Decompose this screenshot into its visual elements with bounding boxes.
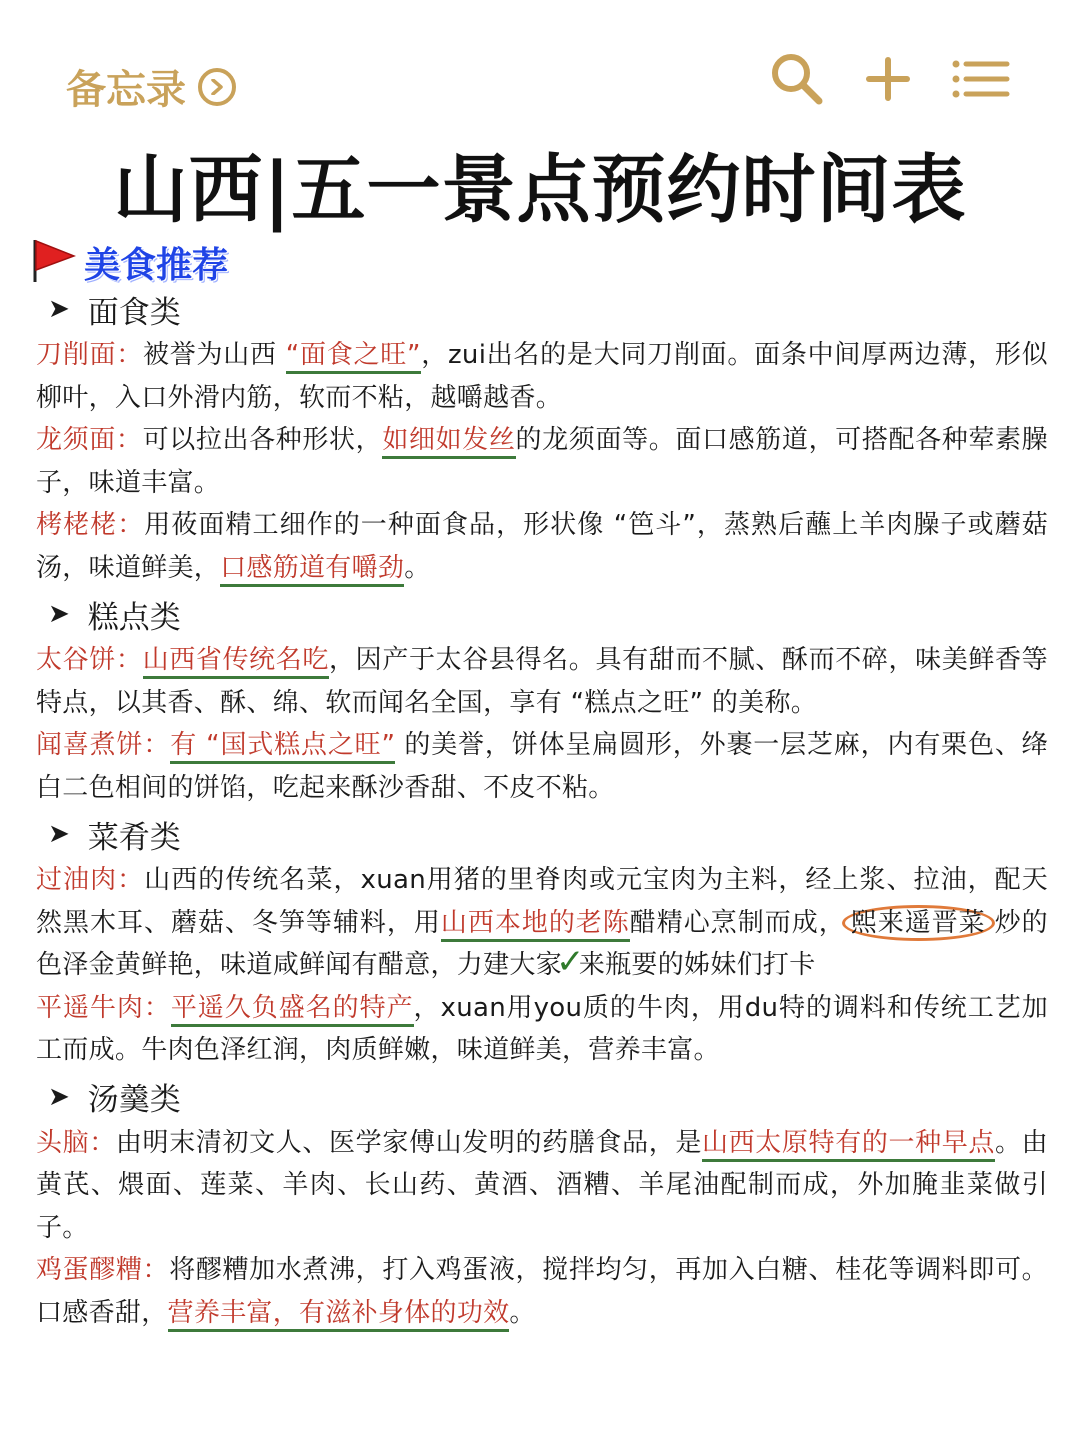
arrow-bullet-icon: ➤ bbox=[48, 1081, 70, 1112]
food-name: 鸡蛋醪糟： bbox=[36, 1255, 170, 1285]
check-mark-icon: ✓ bbox=[556, 942, 585, 982]
food-item bbox=[36, 334, 1048, 419]
text: 的龙须面等。面口感筋道，可搭配各种荤素臊子，味道丰富。 bbox=[36, 425, 1048, 498]
chevron-right-circle-icon bbox=[198, 68, 236, 106]
text: 醋精心烹制而成， bbox=[629, 907, 846, 938]
category-heading bbox=[48, 589, 1048, 639]
highlight: 如细如发丝 bbox=[382, 425, 515, 459]
text: 来瓶要的姊妹们打卡 bbox=[578, 950, 816, 980]
food-name: 过油肉： bbox=[36, 865, 145, 895]
category-heading bbox=[48, 1072, 1048, 1122]
text: 可以拉出各种形状， bbox=[142, 425, 383, 455]
text: 的美誉，饼体呈扁圆形，外裹一层芝麻，内有栗色、绛白二色相间的饼馅，吃起来酥沙香甜、不皮不粘。 bbox=[36, 730, 1048, 803]
food-name: 栲栳栳： bbox=[36, 510, 145, 540]
list-icon[interactable] bbox=[952, 59, 1010, 99]
food-name: 头脑： bbox=[36, 1127, 116, 1158]
food-item bbox=[36, 724, 1048, 809]
text: 山西的传统名菜，xuan用猪的里脊肉或元宝肉为主料，经上浆、拉油，配天然黑木耳、蘑菇、冬笋等辅料，用 bbox=[36, 865, 1049, 938]
category-label: 菜肴类 bbox=[87, 819, 181, 856]
highlight: 口感筋道有嚼劲 bbox=[220, 553, 404, 587]
arrow-bullet-icon: ➤ bbox=[48, 294, 70, 324]
memo-content bbox=[36, 284, 1048, 1334]
food-item bbox=[36, 1122, 1048, 1250]
toolbar bbox=[770, 52, 1010, 106]
text: 将醪糟加水煮沸，打入鸡蛋液，搅拌均匀，再加入白糖、桂花等调料即可。口感香甜， bbox=[36, 1255, 1048, 1328]
text: 。 bbox=[509, 1297, 536, 1328]
arrow-bullet-icon: ➤ bbox=[48, 599, 70, 629]
food-item bbox=[36, 419, 1048, 504]
plus-icon[interactable] bbox=[866, 57, 910, 101]
text: 用莜面精工细作的一种面食品，形状像 “笆斗”，蒸熟后蘸上羊肉臊子或蘑菇汤，味道鲜美， bbox=[36, 510, 1048, 583]
page-title: 山西|五一景点预约时间表 bbox=[113, 147, 967, 233]
category-label: 糕点类 bbox=[87, 599, 181, 636]
highlight: 营养丰富，有滋补身体的功效 bbox=[168, 1298, 510, 1332]
search-icon[interactable] bbox=[770, 52, 824, 106]
category-heading bbox=[48, 809, 1048, 859]
food-name: 太谷饼： bbox=[36, 645, 143, 675]
text: 。 bbox=[404, 552, 431, 583]
text: ，因产于太谷县得名。具有甜而不腻、酥而不碎，味美鲜香等特点，以其香、酥、绵、软而闻名全国，享有 “糕点之旺” 的美称。 bbox=[36, 645, 1048, 718]
circled-annotation: 熙来遥晋菜 bbox=[842, 905, 995, 941]
food-name: 闻喜煮饼： bbox=[36, 730, 171, 760]
top-bar bbox=[0, 0, 1080, 130]
back-button[interactable] bbox=[66, 58, 236, 115]
text: ，zui出名的是大同刀削面。面条中间厚两边薄，形似柳叶，入口外滑内筋，软而不粘，越嚼越香。 bbox=[36, 340, 1048, 413]
category-label: 汤羹类 bbox=[87, 1082, 181, 1118]
food-item bbox=[36, 504, 1048, 589]
red-flag-icon bbox=[30, 236, 76, 288]
food-item bbox=[36, 639, 1048, 724]
highlight: “面食之旺” bbox=[286, 340, 421, 374]
category-heading bbox=[48, 284, 1048, 334]
highlight: 山西太原特有的一种早点 bbox=[702, 1128, 995, 1162]
food-item bbox=[36, 987, 1048, 1072]
text: 。由黄芪、煨面、莲菜、羊肉、长山药、黄酒、酒糟、羊尾油配制而成，外加腌韭菜做引子。 bbox=[36, 1127, 1048, 1243]
text: 被誉为山西 bbox=[143, 340, 277, 370]
back-label: 备忘录 bbox=[66, 67, 186, 113]
highlight: 平遥久负盛名的特产 bbox=[171, 993, 414, 1027]
highlight: 有 “国式糕点之旺” bbox=[170, 730, 395, 764]
food-item bbox=[36, 1249, 1048, 1334]
food-item bbox=[36, 859, 1048, 987]
category-label: 面食类 bbox=[87, 294, 181, 331]
food-name: 平遥牛肉： bbox=[36, 992, 171, 1023]
highlight: 山西省传统名吃 bbox=[143, 645, 329, 679]
text: 炒的色泽金黄鲜艳，味道咸鲜闻有醋意，力建大家 bbox=[36, 907, 1048, 980]
arrow-bullet-icon: ➤ bbox=[48, 819, 70, 849]
section-label: 美食推荐 bbox=[84, 244, 229, 286]
food-name: 刀削面： bbox=[36, 340, 143, 370]
text: ，xuan用you质的牛肉，用du特的调料和传统工艺加工而成。牛肉色泽红润，肉质鲜嫩，味道鲜美，营养丰富。 bbox=[36, 992, 1048, 1065]
food-name: 龙须面： bbox=[36, 425, 143, 455]
highlight: 山西本地的老陈 bbox=[441, 908, 630, 942]
text: 由明末清初文人、医学家傅山发明的药膳食品，是 bbox=[115, 1127, 702, 1158]
section-heading bbox=[30, 236, 228, 288]
